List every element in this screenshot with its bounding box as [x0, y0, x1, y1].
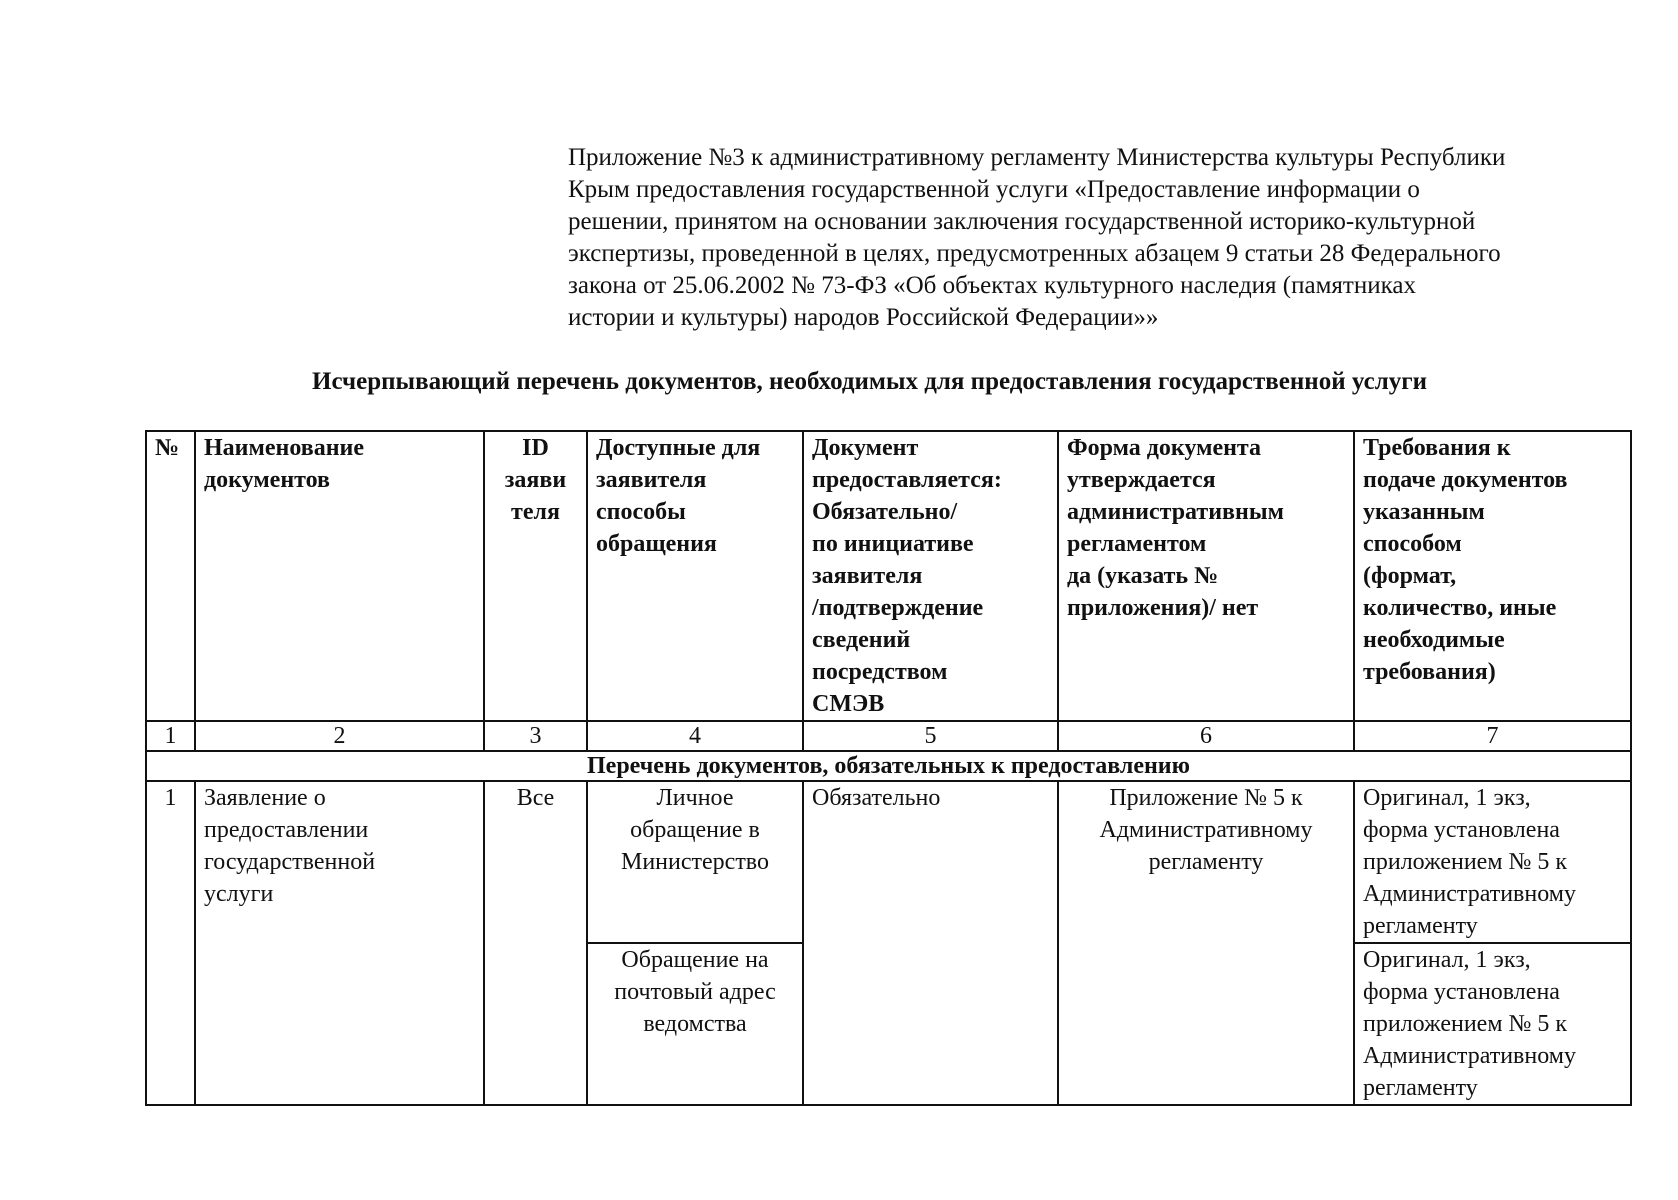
text-line: Оригинал, 1 экз,: [1363, 785, 1531, 811]
document-title: Исчерпывающий перечень документов, необходимых для предоставления государственной услуги: [312, 368, 1427, 395]
header-cell-requirements: [1354, 431, 1631, 721]
text-line: заяви: [504, 467, 567, 493]
text-line: указанным: [1363, 499, 1485, 525]
text-line: Обращение на: [621, 947, 769, 973]
column-number: 6: [1058, 721, 1354, 751]
header-cell-methods: [587, 431, 803, 721]
text-line: заявителя: [596, 467, 707, 493]
text-line: сведений: [812, 627, 911, 653]
text-line: по инициативе: [812, 531, 974, 557]
method-cell-postal: [587, 943, 803, 1105]
text-line: Заявление о: [204, 785, 326, 811]
applicant-id-cell: Все: [484, 781, 587, 1105]
requirements-cell-personal: [1354, 781, 1631, 943]
text-line: приложением № 5 к: [1363, 849, 1568, 875]
text-line: требования): [1363, 659, 1496, 685]
header-cell-name: [195, 431, 484, 721]
text-line: ID: [522, 435, 549, 461]
text-line: количество, иные: [1363, 595, 1557, 621]
text-line: Наименование: [204, 435, 364, 461]
text-line: предоставляется:: [812, 467, 1002, 493]
text-line: Министерство: [621, 849, 769, 875]
text-line: утверждается: [1067, 467, 1216, 493]
header-cell-form: [1058, 431, 1354, 721]
text-line: заявителя: [812, 563, 923, 589]
section-title: Перечень документов, обязательных к предоставлению: [146, 751, 1631, 781]
appendix-line: закона от 25.06.2002 № 73-ФЗ «Об объектах культурного наследия (памятниках: [568, 272, 1416, 299]
text-line: Приложение № 5 к: [1109, 785, 1303, 811]
text-line: способы: [596, 499, 686, 525]
text-line: подаче документов: [1363, 467, 1568, 493]
header-cell-number: [146, 431, 195, 721]
text-line: административным: [1067, 499, 1284, 525]
text-line: регламенту: [1148, 849, 1264, 875]
column-number: 2: [195, 721, 484, 751]
text-line: Оригинал, 1 экз,: [1363, 947, 1531, 973]
appendix-note: [568, 142, 1648, 334]
text-line: (формат,: [1363, 563, 1457, 589]
row-number: 1: [146, 781, 195, 1105]
text-line: почтовый адрес: [614, 979, 776, 1005]
text-line: теля: [511, 499, 560, 525]
appendix-line: экспертизы, проведенной в целях, предусмотренных абзацем 9 статьи 28 Федерального: [568, 240, 1501, 267]
header-cell-mandatory: [803, 431, 1058, 721]
text-line: необходимые: [1363, 627, 1505, 653]
text-line: /подтверждение: [812, 595, 984, 621]
text-line: документов: [204, 467, 330, 493]
column-number: 5: [803, 721, 1058, 751]
text-line: №: [155, 435, 180, 461]
text-line: Требования к: [1363, 435, 1511, 461]
column-number: 1: [146, 721, 195, 751]
column-number-row: [146, 721, 1631, 751]
mandatory-cell: Обязательно: [803, 781, 1058, 1105]
text-line: Административному: [1363, 1043, 1576, 1069]
document-name-cell: [195, 781, 484, 1105]
text-line: приложения)/ нет: [1067, 595, 1259, 621]
text-line: да (указать №: [1067, 563, 1219, 589]
text-line: Обязательно/: [812, 499, 958, 525]
form-cell: [1058, 781, 1354, 1105]
text-line: Административному: [1363, 881, 1576, 907]
column-number: 7: [1354, 721, 1631, 751]
header-cell-id: [484, 431, 587, 721]
text-line: способом: [1363, 531, 1462, 557]
section-row: [146, 751, 1631, 781]
column-number: 4: [587, 721, 803, 751]
text-line: обращение в: [630, 817, 760, 843]
text-line: форма установлена: [1363, 979, 1560, 1005]
text-line: предоставлении: [204, 817, 369, 843]
text-line: посредством: [812, 659, 948, 685]
text-line: Форма документа: [1067, 435, 1262, 461]
header-row: [146, 431, 1631, 721]
appendix-line: решении, принятом на основании заключения государственной историко-культурной: [568, 208, 1476, 235]
text-line: регламентом: [1067, 531, 1207, 557]
appendix-line: истории и культуры) народов Российской Федерации»»: [568, 304, 1159, 331]
appendix-line: Приложение №3 к административному регламенту Министерства культуры Республики: [568, 144, 1506, 171]
text-line: ведомства: [643, 1011, 747, 1037]
text-line: Личное: [656, 785, 734, 811]
appendix-line: Крым предоставления государственной услуги «Предоставление информации о: [568, 176, 1420, 203]
documents-table: [145, 430, 1632, 1106]
requirements-cell-postal: [1354, 943, 1631, 1105]
column-number: 3: [484, 721, 587, 751]
text-line: регламенту: [1363, 913, 1478, 939]
text-line: регламенту: [1363, 1075, 1478, 1101]
text-line: Административному: [1099, 817, 1313, 843]
table-row: [146, 781, 1631, 943]
text-line: форма установлена: [1363, 817, 1560, 843]
text-line: государственной: [204, 849, 376, 875]
text-line: СМЭВ: [812, 691, 885, 717]
text-line: обращения: [596, 531, 717, 557]
text-line: Документ: [812, 435, 919, 461]
method-cell-personal: [587, 781, 803, 943]
text-line: услуги: [204, 881, 274, 907]
text-line: Доступные для: [596, 435, 761, 461]
text-line: приложением № 5 к: [1363, 1011, 1568, 1037]
